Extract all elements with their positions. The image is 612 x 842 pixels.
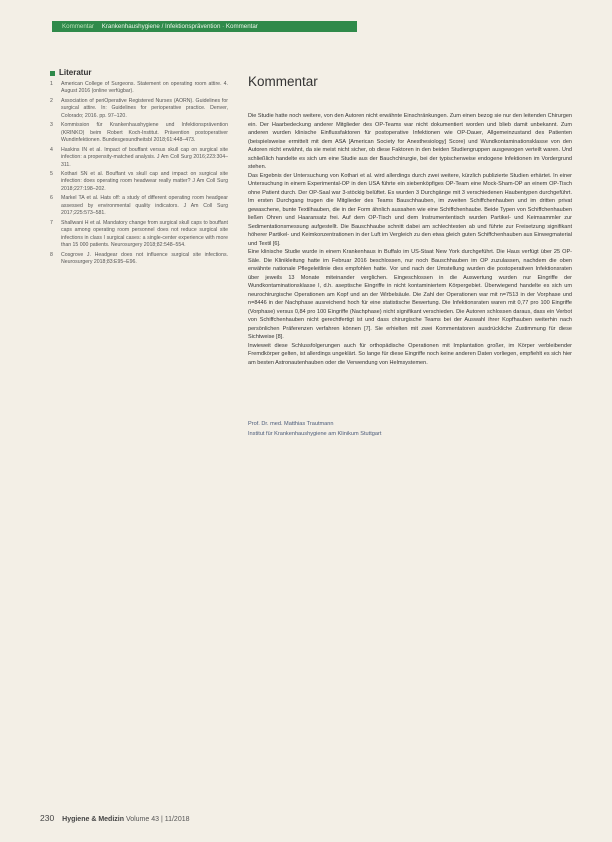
- issue-info: Volume 43 | 11/2018: [125, 816, 190, 823]
- reference-item: [50, 147, 228, 169]
- reference-text: American College of Surgeons. Statement on operating room attire. 4. August 2016 (online verfügbar).: [61, 81, 228, 95]
- reference-text: Markel TA et al. Hats off: a study of different operating room headgear assessed by environmental quality indicators. J Am Coll Surg 2017;225:573–581.: [61, 195, 228, 217]
- reference-item: [50, 220, 228, 250]
- reference-item: [50, 252, 228, 267]
- page-footer: [40, 813, 190, 823]
- reference-number: 3: [50, 122, 53, 129]
- commentary-paragraph: Eine klinische Studie wurde in einem Krankenhaus in Buffalo im US-Staat New York durchgeführt. Die Haus verfügt über 25 OP-Säle. Die Klinikleitung hatte im Februar 2016 beschlossen, nur noch Bauschhauben im OP zuzulassen, nachdem die oben erwähnte nationale Pflegeleitlinie dies empfohlen hatte. Vor und nach der Umstellung wurden die postoperativen Infektionsraten über jeweils 13 Monate miteinander verglichen. Eingeschlossen in die Auswertung wurden nur Eingriffe der Wundkontaminationsklasse I, d.h. aseptische Eingriffe in nicht kontaminiertem Körpergebiet. Überwiegend handelte es sich um neurochirurgische Operationen am Kopf und an der Wirbelsäule. Die Zahl der Operationen war mit n=7513 in der Vorphase und n=8446 in der Nachphase ausreichend hoch für eine statistische Bewertung. Die Infektionsraten waren mit 0,77 pro 100 Eingriffe (Vorphase) versus 0,84 pro 100 Eingriffe (Nachphase) nicht signifikant verschieden. Die Autoren schlossen daraus, dass ein Verbot von Schiffchenhauben nicht gerechtfertigt ist und dass chirurgische Teams bei der Auswahl ihrer Kopfhauben weiterhin nach persönlichen Präferenzen verfahren können [7]. Sie erhielten mit zwei Kommentatoren ausdrückliche Zustimmung für diese Sichtweise [8].: [248, 249, 572, 340]
- literature-column: [50, 68, 228, 268]
- reference-item: [50, 171, 228, 193]
- page-number: 230: [40, 813, 55, 823]
- commentary-title: Kommentar: [248, 74, 318, 89]
- reference-number: 2: [50, 97, 53, 104]
- literature-heading-text: Literatur: [59, 68, 92, 77]
- reference-item: [50, 195, 228, 217]
- author-name: Prof. Dr. med. Matthias Trautmann: [248, 421, 334, 427]
- reference-text: Association of periOperative Registered Nurses (AORN). Guidelines for surgical attire. In: Guidelines for perioperative practice. Denver, Colorado; 2016. pp. 97–120.: [61, 97, 228, 119]
- section-label: Kommentar: [62, 23, 94, 30]
- section-band-text: Krankenhaushygiene / Infektionsprävention · Kommentar: [101, 23, 258, 30]
- reference-number: 1: [50, 81, 53, 87]
- reference-number: 5: [50, 170, 53, 177]
- commentary-paragraph: Inwieweit diese Schlussfolgerungen auch für orthopädische Operationen mit Implantation großer, im Körper verbleibender Fremdkörper gelten, ist allerdings ungeklärt. So lange für diese Eingriffe noch keine anderen Daten vorliegen, empfiehlt es sich hier am besten Astronautenhauben oder die Verwendung von Helmsystemen.: [248, 342, 572, 366]
- commentary-paragraph: Das Ergebnis der Untersuchung von Kothari et al. wird allerdings durch zwei weitere, kürzlich publizierte Studien erhärtet. In einer Untersuchung in einem Experimental-OP in den USA führte ein siebenköpfiges OP-Team eine Mock-Sham-OP an einem OP-Tisch ohne Patient durch. Der OP-Saal war 3-stöckig belüftet. Es wurden 3 Durchgänge mit 3 verschiedenen Haubentypen durchgeführt. Im ersten Durchgang trugen die Mitglieder des Teams Bauschhauben, im zweiten Schiffchenhauben und im dritten privat gewaschene, bunte Textilhauben, die in der Form ähnlich aussahen wie eine Schiffchenhaube. Beide Typen von Schiffchenhauben ließen Ohren und Haaransatz frei. Auf dem OP-Tisch und dem Instrumententisch wurden Partikel- und Keimsammler zur Sedimentationsmessung aufgestellt. Die Bauschhaube schnitt dabei am schlechtesten ab und führte zur Freisetzung signifikant höherer Partikel- und Keimkonzentrationen in der Luft im Vergleich zu den etwa gleich guten Schiffchenhauben aus Einwegmaterial und Textil [6].: [248, 172, 572, 247]
- commentary-body: [248, 112, 572, 367]
- section-header-band: [52, 21, 357, 32]
- author-affiliation: Institut für Krankenhaushygiene am Klinikum Stuttgart: [248, 431, 382, 437]
- reference-item: [50, 122, 228, 144]
- reference-item: [50, 98, 228, 120]
- literature-heading: [50, 68, 228, 78]
- commentary-column: [248, 74, 572, 439]
- square-bullet-icon: [50, 71, 55, 76]
- reference-number: 8: [50, 251, 53, 258]
- reference-number: 7: [50, 219, 53, 226]
- author-block: [248, 419, 572, 439]
- reference-list: [50, 81, 228, 266]
- reference-number: 4: [50, 146, 53, 153]
- reference-text: Shallwani H et al. Mandatory change from surgical skull caps to bouffant caps among operating room personnel does not reduce surgical site infections in class I surgical cases: a single-center experience with more than 15 000 patients. Neurosurgery 2018;82:548–554.: [61, 219, 228, 249]
- reference-text: Cosgrove J. Headgear does not influence surgical site infections. Neurosurgery 2018;83:E95–E96.: [61, 251, 228, 265]
- reference-item: [50, 81, 228, 96]
- reference-text: Haskins IN et al. Impact of bouffant versus skull cap on surgical site infection: a propensity-matched analysis. J Am Coll Surg 2016;223:304–311.: [61, 146, 228, 168]
- reference-text: Kommission für Krankenhaushygiene und Infektionsprävention (KRINKO) beim Robert Koch-Institut. Prävention postoperativer Wundinfektionen. Bundesgesundheitsbl 2018;61:448–473.: [61, 122, 228, 144]
- reference-text: Kothari SN et al. Bouffant vs skull cap and impact on surgical site infection: does operating room headwear really matter? J Am Coll Surg 2018;227:198–202.: [61, 170, 228, 192]
- magazine-name: Hygiene & Medizin: [62, 816, 124, 823]
- reference-number: 6: [50, 195, 53, 202]
- commentary-paragraph: Die Studie hatte noch weitere, von den Autoren nicht erwähnte Einschränkungen. Zum einen bezog sie nur den leitenden Chirurgen ein. Der Haarbedeckung anderer Mitglieder des OP-Teams war nicht dokumentiert worden und blieb damit unbekannt. Zum anderen wurden klinische Einflussfaktoren für postoperative Infektionen wie OP-Dauer, Allgemeinzustand des Patienten (beispielsweise ermittelt mit dem ASA [American Society for Anesthesiology] Score) und Wundkontaminationsklasse von den Autoren nicht erwähnt, da sie meist nicht sicher, ob diese Faktoren in den beiden Studiengruppen ausgewogen verteilt waren. Und schließlich handelte es sich um eine Studie aus der Bauchchirurgie, bei der typischerweise endogene Infektionen im Vordergrund stehen.: [248, 113, 572, 170]
